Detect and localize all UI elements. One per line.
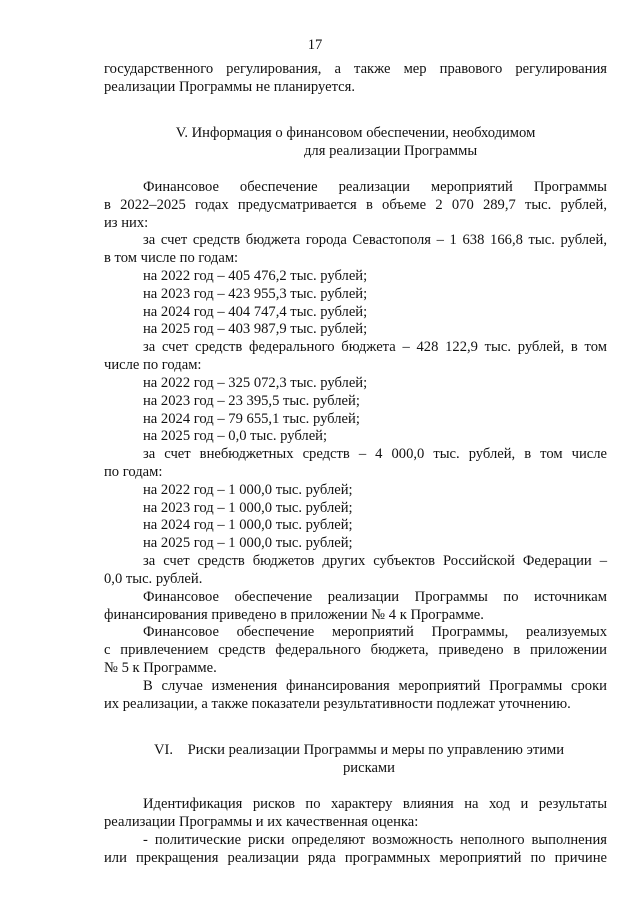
text-line: на 2023 год – 23 395,5 тыс. рублей; [143, 393, 360, 409]
text-line: за счет внебюджетных средств – 4 000,0 тыс. рублей, в том числе [143, 446, 607, 462]
text-line: на 2024 год – 404 747,4 тыс. рублей; [143, 304, 368, 320]
text-line: финансирования приведено в приложении № 4 к Программе. [104, 607, 484, 623]
text-line: за счет средств бюджетов других субъектов Российской Федерации – [143, 553, 607, 569]
text-line: на 2022 год – 405 476,2 тыс. рублей; [143, 268, 368, 284]
text-line: на 2024 год – 79 655,1 тыс. рублей; [143, 411, 360, 427]
text-line: по годам: [104, 464, 163, 480]
text-line: их реализации, а также показатели результативности подлежат уточнению. [104, 696, 571, 712]
text-line: на 2024 год – 1 000,0 тыс. рублей; [143, 517, 353, 533]
text-line: на 2022 год – 325 072,3 тыс. рублей; [143, 375, 368, 391]
page-number: 17 [307, 37, 323, 53]
text-line: Идентификация рисков по характеру влияния на ход и результаты [143, 796, 607, 812]
text-line: В случае изменения финансирования мероприятий Программы сроки [143, 678, 607, 694]
text-line: за счет средств бюджета города Севастополя – 1 638 166,8 тыс. рублей, [143, 232, 607, 248]
text-line: на 2025 год – 0,0 тыс. рублей; [143, 428, 328, 444]
text-line: № 5 к Программе. [104, 660, 217, 676]
text-line: на 2025 год – 1 000,0 тыс. рублей; [143, 535, 353, 551]
section-heading: для реализации Программы [304, 143, 478, 159]
text-line: или прекращения реализации ряда программных мероприятий по причине [104, 850, 607, 866]
text-line: на 2025 год – 403 987,9 тыс. рублей; [143, 321, 368, 337]
text-line: в 2022–2025 годах предусматривается в объеме 2 070 289,7 тыс. рублей, [104, 197, 607, 213]
text-line: Финансовое обеспечение реализации мероприятий Программы [143, 179, 607, 195]
text-line: за счет средств федерального бюджета – 428 122,9 тыс. рублей, в том [143, 339, 607, 355]
text-line: из них: [104, 215, 149, 231]
text-line: числе по годам: [104, 357, 202, 373]
text-line: на 2023 год – 423 955,3 тыс. рублей; [143, 286, 368, 302]
text-line: с привлечением средств федерального бюджета, приведено в приложении [104, 642, 607, 658]
text-line: Финансовое обеспечение реализации Программы по источникам [143, 589, 607, 605]
text-line: государственного регулирования, а также мер правового регулирования [104, 61, 607, 77]
text-line: на 2022 год – 1 000,0 тыс. рублей; [143, 482, 353, 498]
text-line: Финансовое обеспечение мероприятий Программы, реализуемых [143, 624, 607, 640]
text-line: реализации Программы и их качественная оценка: [104, 814, 419, 830]
section-heading: рисками [343, 760, 395, 776]
text-line: на 2023 год – 1 000,0 тыс. рублей; [143, 500, 353, 516]
text-line: 0,0 тыс. рублей. [104, 571, 203, 587]
section-heading: V. Информация о финансовом обеспечении, необходимом [175, 125, 536, 141]
text-line: реализации Программы не планируется. [104, 79, 355, 95]
section-heading: VI. Риски реализации Программы и меры по управлению этими [154, 742, 565, 758]
text-line: - политические риски определяют возможность неполного выполнения [143, 832, 607, 848]
text-line: в том числе по годам: [104, 250, 239, 266]
